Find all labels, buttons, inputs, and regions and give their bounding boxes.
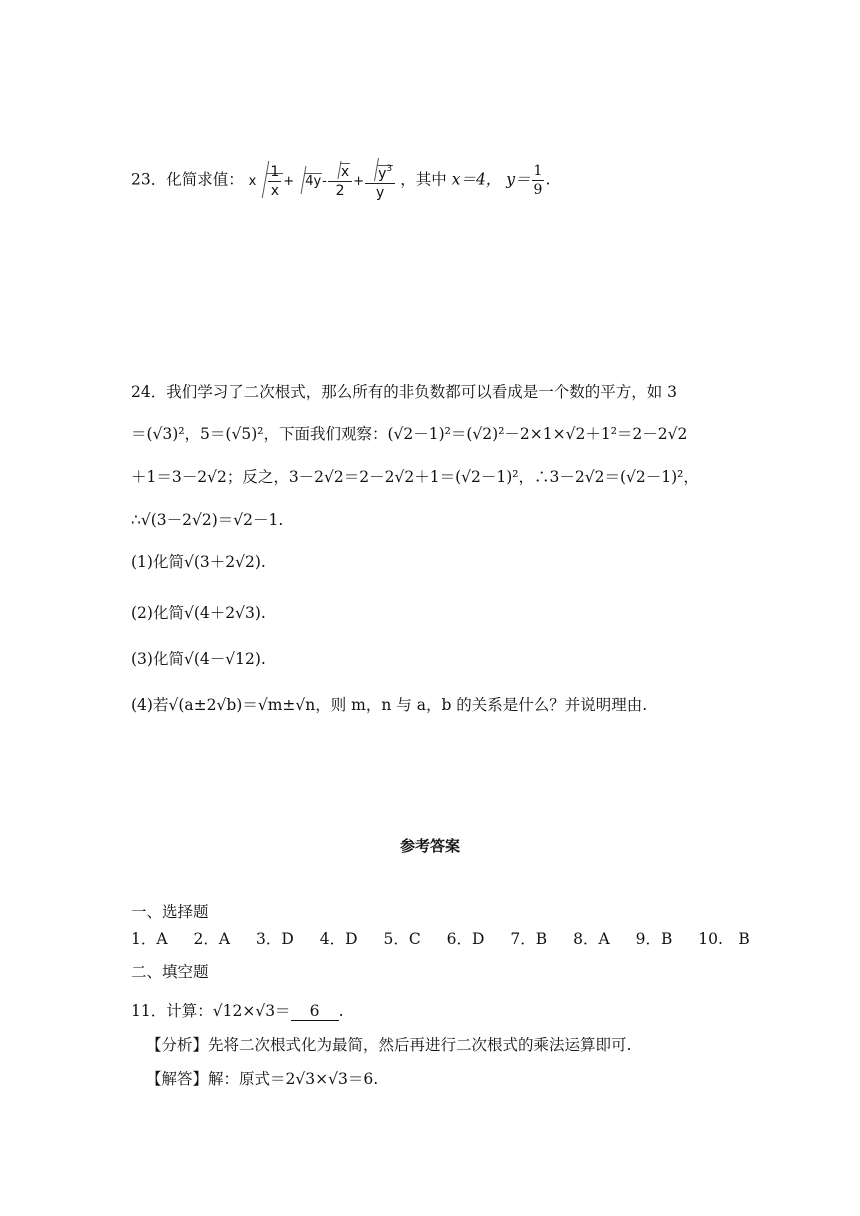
q11-analysis [146, 1035, 631, 1055]
analysis-tag: 【分析】 [146, 1036, 209, 1054]
answer-2: 2．A [193, 930, 231, 948]
answer-3: 3．D [256, 930, 294, 948]
q23-expression: x $\frac{1}{x}$ + 4y- $\frac{x}{2}$ + $\frac{y^3}{y}$ [249, 174, 401, 189]
q23-label: 23．化简求值： [131, 170, 244, 189]
q11-label: 11．计算： [131, 1002, 213, 1020]
solution-text: 解：原式＝2√3×√3＝6. [208, 1070, 379, 1088]
answer-5: 5．C [383, 930, 421, 948]
section-fill-heading: 二、填空题 [131, 963, 209, 981]
section-choice-heading: 一、选择题 [131, 903, 209, 921]
choice-answers-row [131, 929, 771, 949]
q24-line-2: ＝(√3)²，5＝(√5)²，下面我们观察：(√2－1)²＝(√2)²－2×1×√2＋1²＝2－2√2 [131, 425, 688, 443]
answer-10: 10. B [698, 930, 750, 948]
q23-y-eq: y＝ [506, 170, 531, 189]
analysis-text: 先将二次根式化为最简，然后再进行二次根式的乘法运算即可. [208, 1036, 632, 1054]
q24-line-1: 24．我们学习了二次根式，那么所有的非负数都可以看成是一个数的平方，如 3 [131, 383, 678, 401]
q11-expression: √12×√3＝ [212, 1002, 291, 1020]
q24-line-3: ＋1＝3－2√2；反之，3－2√2＝2－2√2＋1＝(√2－1)²，∴3－2√2＝(√2－1)²， [131, 468, 699, 486]
solution-tag: 【解答】 [146, 1070, 209, 1088]
q23-tail: ，其中 [400, 170, 447, 189]
q24-part-4: (4)若√(a±2√b)＝√m±√n，则 m，n 与 a，b 的关系是什么？并说明理由. [131, 696, 648, 714]
q11-line: 11．计算：√12×√3＝ 6 . [131, 1002, 344, 1020]
answer-1: 1．A [131, 930, 168, 948]
question-23: 23．化简求值： x $\frac{1}{x}$ + 4y- $\frac{x}{2}$ + $\frac{y^3}{y}$ ，其中 x＝4， y＝ $\frac{1}{9}$ . [131, 160, 550, 202]
answer-8: 8．A [573, 930, 610, 948]
answers-title: 参考答案 [399, 837, 460, 855]
q24-part-2: (2)化简√(4＋2√3). [131, 604, 266, 622]
answer-4: 4．D [319, 930, 358, 948]
q24-line-4: ∴√(3－2√2)＝√2－1. [131, 511, 284, 529]
q11-solution [146, 1069, 378, 1089]
answer-6: 6．D [446, 930, 485, 948]
q24-part-1: (1)化简√(3＋2√2). [131, 553, 266, 571]
answer-9: 9．B [635, 930, 673, 948]
answer-7: 7．B [510, 930, 548, 948]
q11-answer: 6 [291, 1002, 339, 1021]
q23-y-fraction: $\frac{1}{9}$ [533, 163, 543, 198]
q23-x-value: x＝4， [451, 170, 502, 189]
q24-part-3: (3)化简√(4－√12). [131, 650, 266, 668]
